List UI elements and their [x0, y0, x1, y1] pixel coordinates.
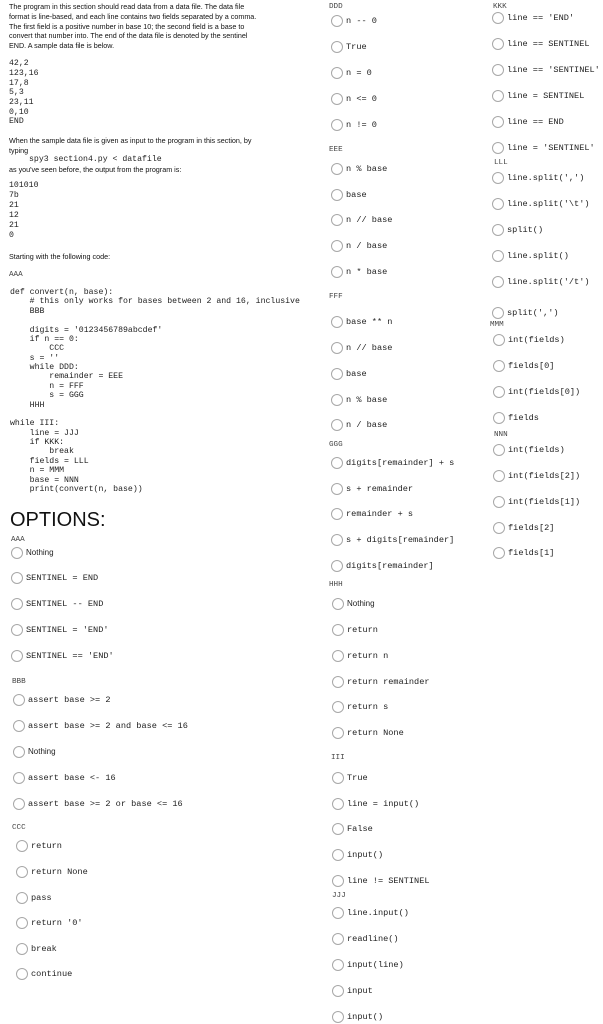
radio-button[interactable]	[332, 772, 344, 784]
output-line: 0	[9, 231, 14, 240]
option-eee-1[interactable]	[331, 163, 387, 175]
option-label: return None	[347, 728, 404, 738]
option-nnn-4[interactable]	[493, 522, 554, 534]
option-kkk-1[interactable]	[492, 12, 574, 24]
radio-button[interactable]	[331, 419, 343, 431]
option-label: n / base	[346, 241, 388, 251]
radio-button[interactable]	[332, 959, 344, 971]
radio-button[interactable]	[331, 534, 343, 546]
option-lll-6[interactable]	[492, 307, 559, 319]
radio-button[interactable]	[493, 444, 505, 456]
radio-button[interactable]	[331, 189, 343, 201]
option-nnn-5[interactable]	[493, 547, 554, 559]
option-label: base	[346, 369, 367, 379]
code-line: n = MMM	[10, 466, 65, 476]
option-jjj-2[interactable]	[332, 933, 399, 945]
option-mmm-3[interactable]	[493, 386, 580, 398]
option-label: continue	[31, 969, 73, 979]
option-kkk-3[interactable]	[492, 64, 600, 76]
sample-data-line: 123,16	[9, 69, 39, 78]
group-label-ddd: DDD	[329, 3, 343, 11]
option-iii-2[interactable]	[332, 798, 419, 810]
code-line: if KKK:	[10, 438, 65, 448]
option-hhh-3[interactable]	[332, 650, 388, 662]
option-bbb-4[interactable]	[13, 772, 116, 784]
radio-button[interactable]	[11, 598, 23, 610]
group-label-bbb: BBB	[12, 678, 26, 686]
radio-button[interactable]	[493, 470, 505, 482]
option-label: n // base	[346, 343, 393, 353]
group-label-iii: III	[331, 754, 345, 762]
option-label: line.split()	[507, 251, 569, 261]
option-ggg-2[interactable]	[331, 483, 413, 495]
option-nnn-2[interactable]	[493, 470, 580, 482]
code-line: fields = LLL	[10, 456, 89, 466]
option-kkk-6[interactable]	[492, 142, 595, 154]
option-label: fields	[508, 413, 539, 423]
option-mmm-1[interactable]	[493, 334, 565, 346]
code-line: digits = '0123456789abcdef'	[10, 325, 163, 335]
code-line: if n == 0:	[10, 334, 79, 344]
option-label: split(',')	[507, 308, 559, 318]
option-label: n = 0	[346, 68, 372, 78]
options-heading: OPTIONS:	[10, 509, 106, 531]
option-label: base	[346, 190, 367, 200]
option-label: assert base >= 2	[28, 695, 111, 705]
radio-button[interactable]	[11, 572, 23, 584]
option-label: int(fields)	[508, 445, 565, 455]
code-line: break	[10, 447, 74, 457]
option-label: s + digits[remainder]	[346, 535, 455, 545]
option-ccc-3[interactable]	[16, 892, 52, 904]
radio-button[interactable]	[493, 496, 505, 508]
radio-button[interactable]	[13, 772, 25, 784]
output-line: 21	[9, 201, 19, 210]
group-label-ggg: GGG	[329, 441, 343, 449]
option-label: input(line)	[347, 960, 404, 970]
radio-button[interactable]	[493, 386, 505, 398]
radio-button[interactable]	[493, 412, 505, 424]
option-label: fields[2]	[508, 523, 555, 533]
option-label: return s	[347, 702, 389, 712]
radio-button[interactable]	[331, 41, 343, 53]
group-label-ccc: CCC	[12, 824, 26, 832]
option-label: break	[31, 944, 57, 954]
radio-button[interactable]	[331, 214, 343, 226]
option-eee-4[interactable]	[331, 240, 387, 252]
radio-button[interactable]	[331, 508, 343, 520]
option-ggg-1[interactable]	[331, 457, 454, 469]
option-lll-4[interactable]	[492, 250, 569, 262]
option-label: int(fields[1])	[508, 497, 581, 507]
code-line: while III:	[10, 419, 60, 429]
code-line: n = FFF	[10, 381, 84, 391]
option-fff-3[interactable]	[331, 368, 367, 380]
code-line: HHH	[10, 400, 45, 410]
option-label: line = input()	[347, 799, 420, 809]
option-lll-2[interactable]	[492, 198, 590, 210]
radio-button[interactable]	[332, 933, 344, 945]
option-aaa-2[interactable]	[11, 572, 98, 584]
option-label: Nothing	[347, 599, 375, 608]
option-eee-5[interactable]	[331, 266, 387, 278]
group-label-kkk: KKK	[493, 3, 507, 11]
radio-button[interactable]	[332, 650, 344, 662]
option-label: int(fields[0])	[508, 387, 581, 397]
radio-button[interactable]	[16, 968, 28, 980]
code-line: # this only works for bases between 2 and 16, inclusive	[10, 297, 300, 307]
option-eee-3[interactable]	[331, 214, 392, 226]
code-placeholder-label: AAA	[9, 271, 23, 279]
sample-data-line: 17,8	[9, 79, 29, 88]
radio-button[interactable]	[16, 943, 28, 955]
code-line: base = NNN	[10, 475, 79, 485]
radio-button[interactable]	[331, 240, 343, 252]
option-bbb-3[interactable]	[13, 746, 56, 758]
radio-button[interactable]	[11, 650, 23, 662]
radio-button[interactable]	[13, 798, 25, 810]
sample-data-line: 23,11	[9, 98, 34, 107]
radio-button[interactable]	[332, 849, 344, 861]
output-intro-text: as you've seen before, the output from the program is:	[9, 165, 182, 174]
option-aaa-1[interactable]	[11, 547, 54, 559]
option-hhh-5[interactable]	[332, 701, 388, 713]
radio-button[interactable]	[331, 93, 343, 105]
radio-button[interactable]	[16, 892, 28, 904]
radio-button[interactable]	[332, 985, 344, 997]
option-ccc-2[interactable]	[16, 866, 88, 878]
option-label: pass	[31, 893, 52, 903]
option-ggg-3[interactable]	[331, 508, 413, 520]
option-jjj-5[interactable]	[332, 1011, 383, 1023]
option-bbb-1[interactable]	[13, 694, 111, 706]
radio-button[interactable]	[332, 875, 344, 887]
radio-button[interactable]	[331, 342, 343, 354]
code-line: s = GGG	[10, 391, 84, 401]
intro-line: format is line-based, and each line contains two fields separated by a comma.	[9, 12, 257, 21]
radio-button[interactable]	[331, 119, 343, 131]
option-label: input()	[347, 850, 384, 860]
group-label-hhh: HHH	[329, 581, 343, 589]
radio-button[interactable]	[331, 560, 343, 572]
option-iii-4[interactable]	[332, 849, 383, 861]
radio-button[interactable]	[332, 823, 344, 835]
option-ddd-1[interactable]	[331, 15, 377, 27]
option-label: True	[347, 773, 368, 783]
radio-button[interactable]	[13, 720, 25, 732]
option-label: False	[347, 824, 373, 834]
option-label: return '0'	[31, 918, 83, 928]
option-nnn-1[interactable]	[493, 444, 565, 456]
option-eee-2[interactable]	[331, 189, 367, 201]
radio-button[interactable]	[332, 1011, 344, 1023]
radio-button[interactable]	[331, 316, 343, 328]
option-label: n * base	[346, 267, 388, 277]
option-ddd-3[interactable]	[331, 67, 372, 79]
group-label-nnn: NNN	[494, 431, 508, 439]
option-label: line.input()	[347, 908, 409, 918]
option-hhh-4[interactable]	[332, 676, 430, 688]
option-label: return n	[347, 651, 389, 661]
option-kkk-2[interactable]	[492, 38, 590, 50]
option-jjj-1[interactable]	[332, 907, 409, 919]
radio-button[interactable]	[332, 727, 344, 739]
option-label: digits[remainder]	[346, 561, 434, 571]
code-line: s = ''	[10, 353, 60, 363]
radio-button[interactable]	[16, 917, 28, 929]
option-iii-5[interactable]	[332, 875, 430, 887]
option-label: int(fields[2])	[508, 471, 581, 481]
option-jjj-3[interactable]	[332, 959, 404, 971]
radio-button[interactable]	[492, 224, 504, 236]
option-label: digits[remainder] + s	[346, 458, 455, 468]
option-label: SENTINEL == 'END'	[26, 651, 114, 661]
option-label: fields[1]	[508, 548, 555, 558]
starting-code-text: Starting with the following code:	[9, 252, 111, 261]
option-label: SENTINEL = END	[26, 573, 99, 583]
option-label: base ** n	[346, 317, 393, 327]
intro-line: The program in this section should read data from a data file. The data file	[9, 2, 245, 11]
radio-button[interactable]	[492, 38, 504, 50]
option-label: SENTINEL -- END	[26, 599, 104, 609]
radio-button[interactable]	[331, 266, 343, 278]
option-label: assert base <- 16	[28, 773, 116, 783]
group-label-lll: LLL	[494, 159, 508, 167]
option-label: input	[347, 986, 373, 996]
option-fff-2[interactable]	[331, 342, 392, 354]
sample-data-line: 0,10	[9, 108, 29, 117]
radio-button[interactable]	[492, 142, 504, 154]
radio-button[interactable]	[492, 64, 504, 76]
option-label: fields[0]	[508, 361, 555, 371]
option-ccc-5[interactable]	[16, 943, 57, 955]
radio-button[interactable]	[11, 547, 23, 559]
run-instruction-line: typing	[9, 146, 29, 155]
option-lll-1[interactable]	[492, 172, 584, 184]
option-label: assert base >= 2 or base <= 16	[28, 799, 183, 809]
radio-button[interactable]	[492, 116, 504, 128]
option-lll-3[interactable]	[492, 224, 543, 236]
group-label-eee: EEE	[329, 146, 343, 154]
option-iii-1[interactable]	[332, 772, 368, 784]
option-label: line == 'END'	[507, 13, 575, 23]
option-label: n % base	[346, 395, 388, 405]
option-label: line.split(',')	[507, 173, 585, 183]
option-bbb-2[interactable]	[13, 720, 188, 732]
code-line: def convert(n, base):	[10, 288, 114, 297]
option-aaa-3[interactable]	[11, 598, 103, 610]
run-instruction-line: When the sample data file is given as input to the program in this section, by	[9, 136, 252, 145]
option-lll-5[interactable]	[492, 276, 590, 288]
radio-button[interactable]	[332, 624, 344, 636]
sample-data-line: END	[9, 117, 24, 126]
option-label: line = SENTINEL	[507, 91, 585, 101]
output-line: 21	[9, 221, 19, 230]
intro-line: END. A sample data file is below.	[9, 41, 115, 50]
group-label-jjj: JJJ	[332, 892, 346, 900]
radio-button[interactable]	[493, 522, 505, 534]
option-label: n / base	[346, 420, 388, 430]
radio-button[interactable]	[11, 624, 23, 636]
radio-button[interactable]	[16, 840, 28, 852]
radio-button[interactable]	[331, 368, 343, 380]
radio-button[interactable]	[493, 334, 505, 346]
option-aaa-4[interactable]	[11, 624, 109, 636]
radio-button[interactable]	[16, 866, 28, 878]
option-ggg-5[interactable]	[331, 560, 434, 572]
group-label-mmm: MMM	[490, 321, 504, 329]
option-label: assert base >= 2 and base <= 16	[28, 721, 188, 731]
option-label: n != 0	[346, 120, 377, 130]
option-jjj-4[interactable]	[332, 985, 373, 997]
option-label: return	[347, 625, 378, 635]
radio-button[interactable]	[492, 172, 504, 184]
option-label: line.split('/t')	[507, 277, 590, 287]
option-mmm-4[interactable]	[493, 412, 539, 424]
option-label: n // base	[346, 215, 393, 225]
option-ggg-4[interactable]	[331, 534, 454, 546]
option-label: return	[31, 841, 62, 851]
radio-button[interactable]	[13, 746, 25, 758]
option-nnn-3[interactable]	[493, 496, 580, 508]
option-fff-1[interactable]	[331, 316, 392, 328]
code-line: remainder = EEE	[10, 372, 124, 382]
option-ccc-4[interactable]	[16, 917, 83, 929]
option-ddd-5[interactable]	[331, 119, 377, 131]
radio-button[interactable]	[492, 276, 504, 288]
option-label: Nothing	[26, 548, 54, 557]
option-label: True	[346, 42, 367, 52]
radio-button[interactable]	[331, 163, 343, 175]
option-label: s + remainder	[346, 484, 414, 494]
group-label-aaa: AAA	[11, 536, 25, 544]
code-line: print(convert(n, base))	[10, 484, 143, 494]
option-label: line == END	[507, 117, 564, 127]
option-hhh-1[interactable]	[332, 598, 375, 610]
intro-line: convert that number into. The end of the data file is denoted by the sentinel	[9, 31, 248, 40]
radio-button[interactable]	[492, 307, 504, 319]
option-label: SENTINEL = 'END'	[26, 625, 109, 635]
option-ddd-2[interactable]	[331, 41, 367, 53]
option-bbb-5[interactable]	[13, 798, 183, 810]
option-label: Nothing	[28, 747, 56, 756]
radio-button[interactable]	[493, 360, 505, 372]
radio-button[interactable]	[492, 198, 504, 210]
radio-button[interactable]	[492, 12, 504, 24]
output-line: 7b	[9, 191, 19, 200]
command-line: spy3 section4.py < datafile	[29, 155, 162, 164]
option-label: line = 'SENTINEL'	[507, 143, 595, 153]
output-line: 12	[9, 211, 19, 220]
option-label: line == 'SENTINEL'	[507, 65, 600, 75]
radio-button[interactable]	[332, 798, 344, 810]
radio-button[interactable]	[331, 67, 343, 79]
group-label-fff: FFF	[329, 293, 343, 301]
code-line: line = JJJ	[10, 428, 79, 438]
intro-line: The first field is a positive number in base 10; the second field is a base to	[9, 22, 245, 31]
sample-data-line: 42,2	[9, 59, 29, 68]
code-line: CCC	[10, 344, 65, 354]
radio-button[interactable]	[492, 250, 504, 262]
option-label: return None	[31, 867, 88, 877]
option-label: readline()	[347, 934, 399, 944]
code-line: BBB	[10, 306, 45, 316]
option-iii-3[interactable]	[332, 823, 373, 835]
option-label: input()	[347, 1012, 384, 1022]
option-ccc-1[interactable]	[16, 840, 62, 852]
option-label: line.split('\t')	[507, 199, 590, 209]
option-label: int(fields)	[508, 335, 565, 345]
radio-button[interactable]	[331, 15, 343, 27]
option-label: split()	[507, 225, 544, 235]
radio-button[interactable]	[331, 457, 343, 469]
option-hhh-6[interactable]	[332, 727, 404, 739]
option-label: return remainder	[347, 677, 430, 687]
option-ccc-6[interactable]	[16, 968, 72, 980]
radio-button[interactable]	[331, 394, 343, 406]
option-label: n % base	[346, 164, 388, 174]
option-mmm-2[interactable]	[493, 360, 554, 372]
radio-button[interactable]	[492, 90, 504, 102]
radio-button[interactable]	[332, 676, 344, 688]
option-label: line == SENTINEL	[507, 39, 590, 49]
option-kkk-4[interactable]	[492, 90, 584, 102]
option-fff-4[interactable]	[331, 394, 387, 406]
option-label: remainder + s	[346, 509, 414, 519]
option-label: n <= 0	[346, 94, 377, 104]
option-hhh-2[interactable]	[332, 624, 378, 636]
option-label: line != SENTINEL	[347, 876, 430, 886]
output-line: 101010	[9, 181, 39, 190]
radio-button[interactable]	[332, 701, 344, 713]
radio-button[interactable]	[331, 483, 343, 495]
option-aaa-5[interactable]	[11, 650, 114, 662]
radio-button[interactable]	[13, 694, 25, 706]
sample-data-line: 5,3	[9, 88, 24, 97]
option-kkk-5[interactable]	[492, 116, 564, 128]
radio-button[interactable]	[493, 547, 505, 559]
radio-button[interactable]	[332, 598, 344, 610]
code-line: while DDD:	[10, 363, 79, 373]
option-label: n -- 0	[346, 16, 377, 26]
option-fff-5[interactable]	[331, 419, 387, 431]
option-ddd-4[interactable]	[331, 93, 377, 105]
radio-button[interactable]	[332, 907, 344, 919]
